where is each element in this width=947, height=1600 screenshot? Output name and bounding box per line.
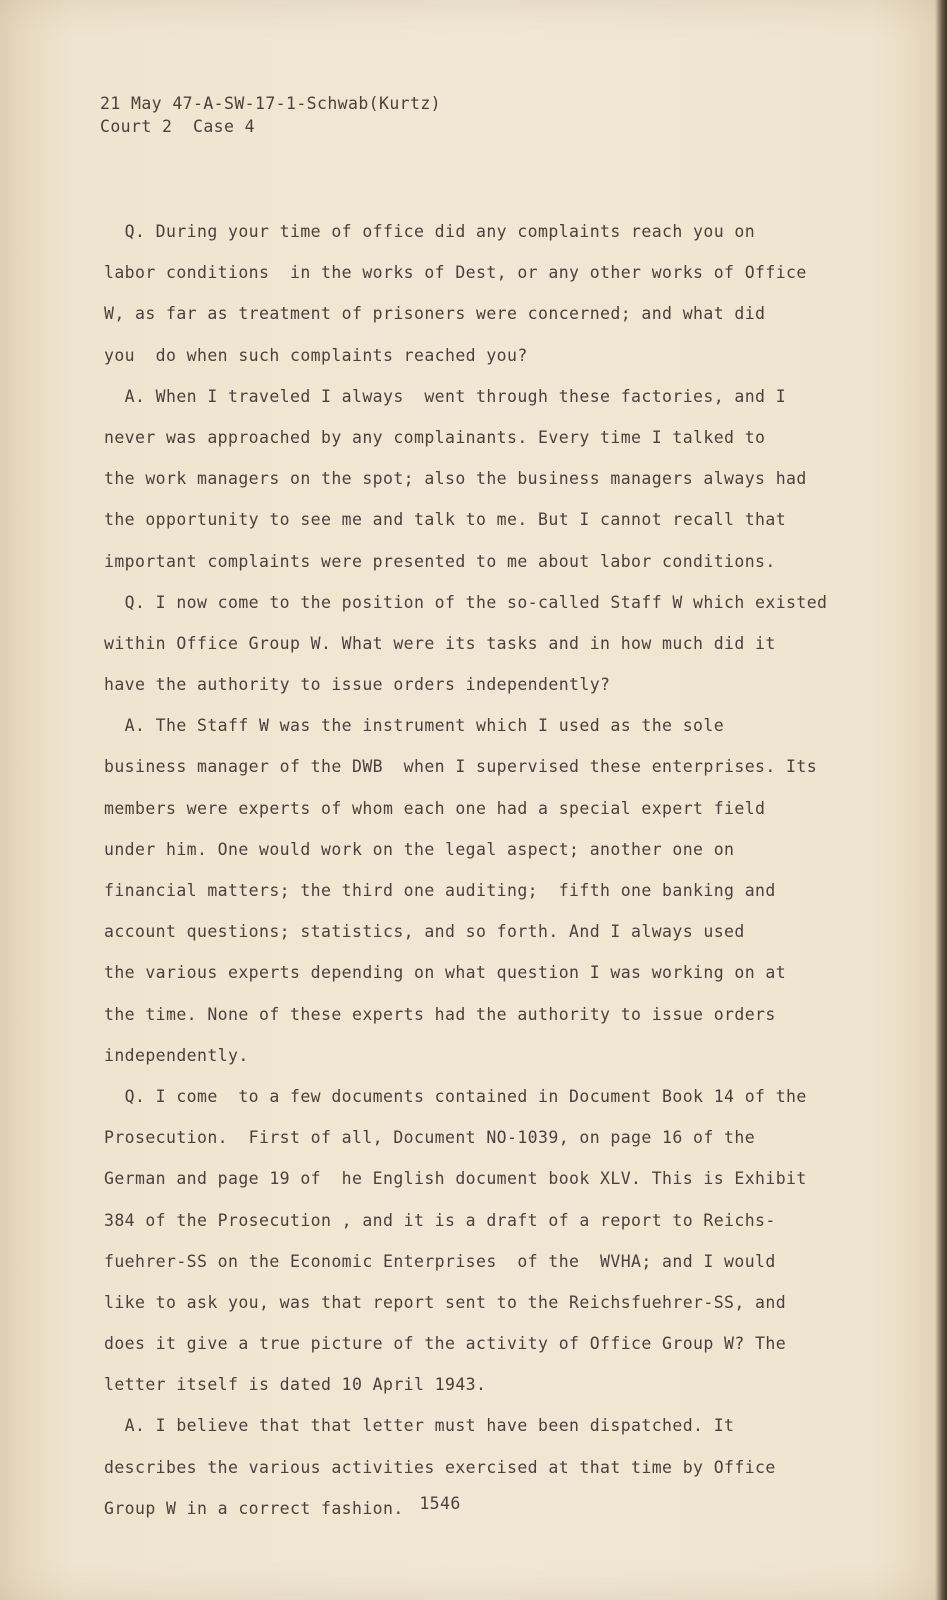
transcript-line: A. I believe that that letter must have been dispatched. It	[104, 1416, 735, 1436]
transcript-line: describes the various activities exercised at that time by Office	[104, 1457, 776, 1477]
transcript-line: within Office Group W. What were its tasks and in how much did it	[104, 633, 776, 653]
transcript-line: Group W in a correct fashion.	[104, 1498, 404, 1518]
transcript-line: like to ask you, was that report sent to the Reichsfuehrer-SS, and	[104, 1292, 787, 1312]
header-reference-line: 21 May 47-A-SW-17-1-Schwab(Kurtz)	[100, 94, 442, 113]
transcript-line: important complaints were presented to me about labor conditions.	[104, 551, 776, 571]
header-court-case-line: Court 2 Case 4	[100, 117, 256, 136]
transcript-line: German and page 19 of he English document book XLV. This is Exhibit	[104, 1169, 807, 1189]
transcript-line: Prosecution. First of all, Document NO-1039, on page 16 of the	[104, 1128, 756, 1148]
transcript-line: fuehrer-SS on the Economic Enterprises of the WVHA; and I would	[104, 1251, 776, 1271]
transcript-line: does it give a true picture of the activity of Office Group W? The	[104, 1334, 787, 1354]
transcript-line: W, as far as treatment of prisoners were concerned; and what did	[104, 304, 766, 324]
transcript-line: the various experts depending on what question I was working on at	[104, 963, 787, 983]
page-number: 1546	[419, 1494, 461, 1513]
transcript-line: the opportunity to see me and talk to me. But I cannot recall that	[104, 510, 787, 530]
transcript-line: the work managers on the spot; also the business managers always had	[104, 469, 807, 489]
transcript-line: A. The Staff W was the instrument which I used as the sole	[104, 716, 725, 736]
transcript-line: Q. During your time of office did any complaints reach you on	[104, 222, 756, 241]
transcript-line: financial matters; the third one auditing; fifth one banking and	[104, 881, 776, 900]
transcript-line: labor conditions in the works of Dest, or any other works of Office	[104, 263, 807, 283]
page-edge-shadow	[935, 0, 947, 1600]
transcript-line: account questions; statistics, and so forth. And I always used	[104, 922, 745, 942]
transcript-line: never was approached by any complainants. Every time I talked to	[104, 427, 766, 447]
transcript-line: business manager of the DWB when I supervised these enterprises. Its	[104, 757, 818, 777]
transcript-line: Q. I now come to the position of the so-called Staff W which existed	[104, 592, 828, 612]
document-header	[100, 92, 441, 138]
transcript-line: members were experts of whom each one had a special expert field	[104, 798, 766, 818]
transcript-line: under him. One would work on the legal aspect; another one on	[104, 839, 735, 859]
transcript-line: you do when such complaints reached you?	[104, 345, 528, 365]
transcript-line: letter itself is dated 10 April 1943.	[104, 1375, 487, 1395]
transcript-line: Q. I come to a few documents contained in Document Book 14 of the	[104, 1086, 807, 1106]
transcript-line: A. When I traveled I always went through these factories, and I	[104, 386, 787, 406]
transcript-body	[104, 211, 828, 1529]
transcript-line: independently.	[104, 1045, 249, 1065]
transcript-line: the time. None of these experts had the authority to issue orders	[104, 1004, 776, 1024]
transcript-line: have the authority to issue orders independently?	[104, 675, 611, 695]
transcript-line: 384 of the Prosecution , and it is a draft of a report to Reichs-	[104, 1210, 776, 1230]
